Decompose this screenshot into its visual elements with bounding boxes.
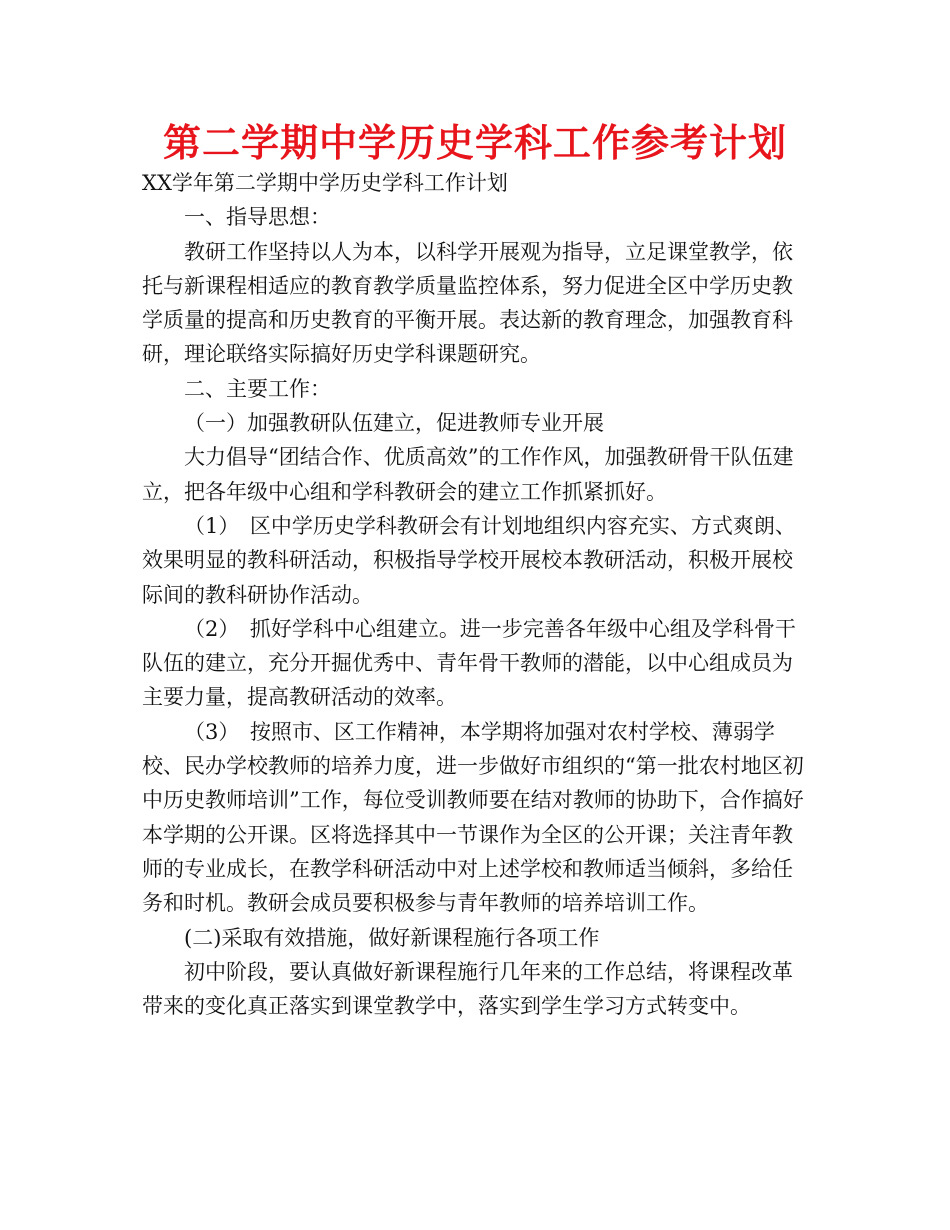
list-item-3: （3） 按照市、区工作精神，本学期将加强对农村学校、薄弱学校、民办学校教师的培养力度，进一步做好市组织的“第一批农村地区初中历史教师培训”工作，每位受训教师要在结对教师的协助下，合作搞好本学期的公开课。区将选择其中一节课作为全区的公开课；关注青年教师的专业成长，在教学科研活动中对上述学校和教师适当倾斜，多给任务和时机。教研会成员要积极参与青年教师的培养培训工作。 — [142, 719, 804, 916]
section-heading-guiding-ideology: 一、指导思想： — [184, 205, 331, 230]
list-item-2: （2） 抓好学科中心组建立。进一步完善各年级中心组及学科骨干队伍的建立，充分开掘优秀中、青年骨干教师的潜能，以中心组成员为主要力量，提高教研活动的效率。 — [142, 616, 796, 710]
subsection-heading-teaching-team: （一）加强教研队伍建立，促进教师专业开展 — [184, 411, 604, 436]
document-subtitle: XX学年第二学期中学历史学科工作计划 — [142, 171, 508, 195]
section-heading-main-work: 二、主要工作： — [184, 376, 331, 401]
document-body — [142, 166, 810, 1023]
paragraph-guiding-ideology: 教研工作坚持以人为本，以科学开展观为指导，立足课堂教学，依托与新课程相适应的教育教学质量监控体系，努力促进全区中学历史教学质量的提高和历史教育的平衡开展。表达新的教育理念，加强教育科研，理论联络实际搞好历史学科课题研究。 — [142, 239, 793, 367]
subsection-heading-new-curriculum: (二)采取有效措施，做好新课程施行各项工作 — [184, 925, 600, 950]
list-item-1: （1） 区中学历史学科教研会有计划地组织内容充实、方式爽朗、效果明显的教科研活动，积极指导学校开展校本教研活动，积极开展校际间的教科研协作活动。 — [142, 513, 796, 607]
paragraph-new-curriculum: 初中阶段，要认真做好新课程施行几年来的工作总结，将课程改革带来的变化真正落实到课堂教学中，落实到学生学习方式转变中。 — [142, 959, 793, 1019]
document-title: 第二学期中学历史学科工作参考计划 — [162, 121, 787, 165]
paragraph-work-style: 大力倡导“团结合作、优质高效”的工作作风，加强教研骨干队伍建立，把各年级中心组和学科教研会的建立工作抓紧抓好。 — [142, 445, 794, 504]
